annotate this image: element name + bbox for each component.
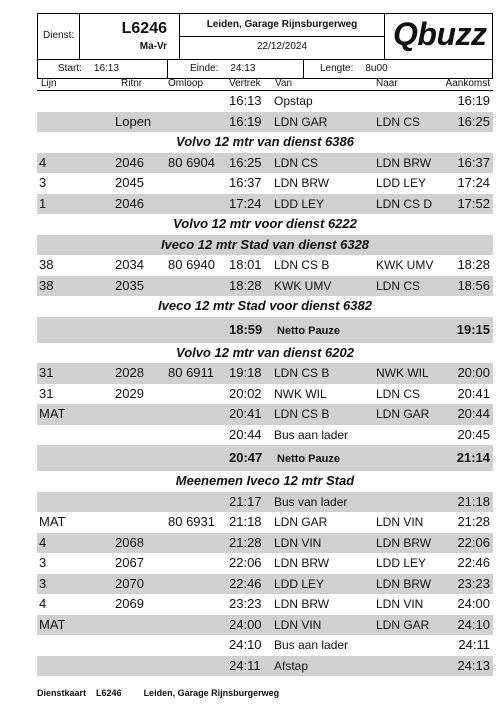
cell-lijn: 4 xyxy=(39,154,47,170)
cell-vertrek: 20:44 xyxy=(229,426,262,442)
cell-lijn: 3 xyxy=(39,575,47,591)
table-row xyxy=(37,512,493,533)
cell-desc: Bus aan lader xyxy=(274,638,349,652)
cell-aankomst: 22:46 xyxy=(457,555,490,570)
cell-naar: LDN CS xyxy=(376,278,421,293)
table-row xyxy=(37,363,493,384)
dienstkaart-sheet xyxy=(37,13,493,676)
end-time xyxy=(168,60,304,78)
cell-aankomst: 24:13 xyxy=(457,657,490,673)
cell-van: LDN CS B xyxy=(274,407,330,421)
cell-lijn: 31 xyxy=(39,365,54,380)
table-row xyxy=(37,404,493,425)
start-value: 16:13 xyxy=(93,63,119,74)
cell-vertrek: 24:00 xyxy=(229,616,262,632)
dienst-number: L6246 xyxy=(121,20,167,37)
cell-aankomst: 22:06 xyxy=(457,534,490,550)
cell-van: LDN BRW xyxy=(274,597,330,611)
section-title-text: Volvo 12 mtr voor dienst 6222 xyxy=(173,216,357,231)
table-row xyxy=(37,173,493,194)
table-row xyxy=(37,615,493,636)
footer-location: Leiden, Garage Rijnsburgerweg xyxy=(143,688,280,698)
cell-aankomst: 23:23 xyxy=(457,575,490,591)
table-row xyxy=(37,91,493,112)
qbuzz-logo: Qbuzz xyxy=(393,16,487,52)
cell-desc: Opstap xyxy=(274,94,313,108)
cell-naar: LDN BRW xyxy=(376,535,432,550)
cell-vertrek: 22:46 xyxy=(229,575,262,591)
dienst-label: Dienst: xyxy=(43,30,75,41)
schedule-table xyxy=(37,91,493,676)
cell-vertrek: 20:41 xyxy=(229,406,262,421)
cell-naar: LDN CS xyxy=(376,386,421,401)
table-row xyxy=(37,594,493,615)
cell-naar: LDD LEY xyxy=(376,176,427,190)
table-row xyxy=(37,492,493,513)
length-label: Lengte: xyxy=(320,63,354,74)
cell-vertrek: 19:18 xyxy=(229,365,262,380)
section-title xyxy=(37,132,493,153)
divider xyxy=(180,36,384,37)
cell-desc: Netto Pauze xyxy=(277,324,340,337)
cell-aankomst: 24:00 xyxy=(457,596,490,611)
table-row xyxy=(37,553,493,574)
cell-naar: LDN CS xyxy=(376,114,421,129)
cell-omloop: 80 6904 xyxy=(168,154,215,170)
cell-lijn: 4 xyxy=(39,534,47,550)
cell-van: LDN VIN xyxy=(274,535,322,550)
cell-van: LDN GAR xyxy=(274,114,328,129)
cell-van: LDD LEY xyxy=(274,196,325,211)
cell-aankomst: 20:45 xyxy=(457,426,490,442)
cell-omloop: 80 6940 xyxy=(168,257,215,272)
cell-van: LDN CS B xyxy=(274,366,330,380)
cell-aankomst: 21:28 xyxy=(457,514,490,529)
section-title xyxy=(37,296,493,317)
col-aankomst: Aankomst xyxy=(445,78,490,89)
section-title xyxy=(37,235,493,256)
cell-aankomst: 17:52 xyxy=(457,195,490,211)
cell-desc: Netto Pauze xyxy=(277,453,340,465)
cell-vertrek: 21:28 xyxy=(229,534,262,550)
cell-ritnr: 2046 xyxy=(115,154,144,170)
cell-lijn: 1 xyxy=(39,195,47,211)
table-row xyxy=(37,533,493,554)
table-row xyxy=(37,112,493,133)
cell-lijn: 38 xyxy=(39,277,54,293)
section-title-text: Volvo 12 mtr van dienst 6386 xyxy=(176,134,354,149)
cell-van: KWK UMV xyxy=(274,278,332,293)
cell-vertrek: 21:18 xyxy=(229,514,262,529)
cell-omloop: 80 6911 xyxy=(168,365,215,380)
cell-van: LDN BRW xyxy=(274,556,330,570)
cell-vertrek: 22:06 xyxy=(229,555,262,570)
cell-lijn: MAT xyxy=(39,616,66,632)
pause-row xyxy=(37,445,493,471)
col-naar: Naar xyxy=(376,78,398,89)
cell-vertrek: 21:17 xyxy=(229,493,262,509)
cell-naar: NWK WIL xyxy=(376,366,429,380)
col-ritnr: Ritnr xyxy=(121,78,143,89)
cell-aankomst: 20:00 xyxy=(457,365,490,380)
footer-dienst-number: L6246 xyxy=(96,688,122,698)
cell-lijn: 3 xyxy=(39,555,47,570)
cell-vertrek: 17:24 xyxy=(229,195,262,211)
table-row xyxy=(37,574,493,595)
cell-vertrek: 16:19 xyxy=(229,113,262,129)
start-time xyxy=(38,60,168,78)
cell-lijn: 4 xyxy=(39,596,47,611)
cell-ritnr: 2067 xyxy=(115,555,144,570)
cell-van: LDN BRW xyxy=(274,176,330,190)
cell-naar: LDN GAR xyxy=(376,407,430,421)
pause-row xyxy=(37,317,493,343)
cell-aankomst: 20:44 xyxy=(457,406,490,421)
date: 22/12/2024 xyxy=(256,41,308,52)
cell-aankomst: 19:15 xyxy=(456,321,490,337)
table-row xyxy=(37,194,493,215)
cell-naar: LDN VIN xyxy=(376,597,424,611)
section-title-text: Meenemen Iveco 12 mtr Stad xyxy=(175,473,355,488)
cell-vertrek: 24:11 xyxy=(229,657,261,673)
cell-aankomst: 24:11 xyxy=(458,637,490,652)
cell-vertrek: 23:23 xyxy=(229,596,262,611)
cell-vertrek: 16:37 xyxy=(229,175,262,190)
cell-aankomst: 17:24 xyxy=(457,175,490,190)
cell-ritnr: 2028 xyxy=(115,365,144,380)
cell-naar: LDN GAR xyxy=(376,617,430,632)
cell-vertrek: 18:01 xyxy=(229,257,262,272)
cell-vertrek: 18:59 xyxy=(229,321,263,337)
table-row xyxy=(37,384,493,405)
cell-aankomst: 18:28 xyxy=(457,257,490,272)
cell-aankomst: 16:19 xyxy=(457,93,490,108)
section-title-text: Iveco 12 mtr Stad voor dienst 6382 xyxy=(158,298,372,313)
footer xyxy=(37,688,289,698)
cell-vertrek: 16:13 xyxy=(229,93,262,108)
cell-aankomst: 21:14 xyxy=(456,450,490,465)
cell-lijn: MAT xyxy=(39,406,66,421)
cell-aankomst: 18:56 xyxy=(457,277,490,293)
cell-aankomst: 24:10 xyxy=(457,616,490,632)
cell-ritnr: 2045 xyxy=(115,175,144,190)
table-row xyxy=(37,255,493,276)
cell-aankomst: 21:18 xyxy=(457,493,490,509)
table-row xyxy=(37,656,493,677)
column-headers xyxy=(37,79,493,91)
col-lijn: Lijn xyxy=(41,78,57,89)
length-value: 8u00 xyxy=(365,63,388,74)
cell-omloop: 80 6931 xyxy=(168,514,215,529)
col-omloop: Omloop xyxy=(168,78,204,89)
cell-aankomst: 20:41 xyxy=(457,385,490,401)
cell-ritnr: 2068 xyxy=(115,534,144,550)
cell-ritnr: 2046 xyxy=(115,195,144,211)
cell-van: LDD LEY xyxy=(274,576,325,591)
cell-ritnr: 2069 xyxy=(115,596,144,611)
cell-lijn: 31 xyxy=(39,385,54,401)
table-row xyxy=(37,276,493,297)
table-row xyxy=(37,425,493,446)
cell-van: LDN VIN xyxy=(274,617,322,632)
cell-vertrek: 16:25 xyxy=(229,154,262,170)
cell-vertrek: 20:02 xyxy=(229,385,262,401)
header xyxy=(37,13,493,60)
cell-naar: KWK UMV xyxy=(376,258,434,272)
section-title xyxy=(37,343,493,364)
length xyxy=(304,60,492,78)
cell-desc: Bus aan lader xyxy=(274,427,349,442)
logo-cell xyxy=(385,14,492,59)
table-row xyxy=(37,635,493,656)
cell-vertrek: 24:10 xyxy=(229,637,262,652)
cell-ritnr: 2070 xyxy=(115,575,144,591)
times-row xyxy=(37,60,493,79)
cell-vertrek: 18:28 xyxy=(229,277,262,293)
footer-label: Dienstkaart xyxy=(37,688,87,698)
cell-ritnr: 2035 xyxy=(115,277,144,293)
section-title xyxy=(37,214,493,235)
cell-lijn: 3 xyxy=(39,175,47,190)
section-title-text: Volvo 12 mtr van dienst 6202 xyxy=(176,344,354,360)
end-label: Einde: xyxy=(190,63,219,74)
location-cell xyxy=(180,14,385,59)
section-title xyxy=(37,471,493,492)
cell-van: LDN GAR xyxy=(274,515,328,529)
cell-lijn: MAT xyxy=(39,514,66,529)
cell-ritnr: Lopen xyxy=(115,113,152,129)
cell-ritnr: 2034 xyxy=(115,257,144,272)
cell-desc: Bus van lader xyxy=(274,494,348,509)
col-van: Van xyxy=(275,78,293,89)
cell-vertrek: 20:47 xyxy=(229,450,263,465)
cell-van: LDN CS xyxy=(274,155,319,170)
cell-naar: LDN VIN xyxy=(376,515,424,529)
dienst-label-cell xyxy=(38,14,80,59)
location: Leiden, Garage Rijnsburgerweg xyxy=(206,19,358,30)
cell-aankomst: 16:37 xyxy=(457,154,490,170)
cell-lijn: 38 xyxy=(39,257,54,272)
start-label: Start: xyxy=(58,63,82,74)
cell-naar: LDN CS D xyxy=(376,196,433,211)
col-vertrek: Vertrek xyxy=(229,78,261,89)
cell-desc: Afstap xyxy=(274,658,309,673)
end-value: 24:13 xyxy=(230,63,256,74)
cell-van: NWK WIL xyxy=(274,386,327,401)
section-title-text: Iveco 12 mtr Stad van dienst 6328 xyxy=(160,236,370,252)
dienst-days: Ma-Vr xyxy=(139,41,167,52)
dienst-number-cell xyxy=(80,14,180,59)
cell-naar: LDN BRW xyxy=(376,155,432,170)
cell-van: LDN CS B xyxy=(274,258,330,272)
cell-naar: LDN BRW xyxy=(376,576,432,591)
cell-aankomst: 16:25 xyxy=(457,113,490,129)
table-row xyxy=(37,153,493,174)
cell-ritnr: 2029 xyxy=(115,385,144,401)
cell-naar: LDD LEY xyxy=(376,556,427,570)
